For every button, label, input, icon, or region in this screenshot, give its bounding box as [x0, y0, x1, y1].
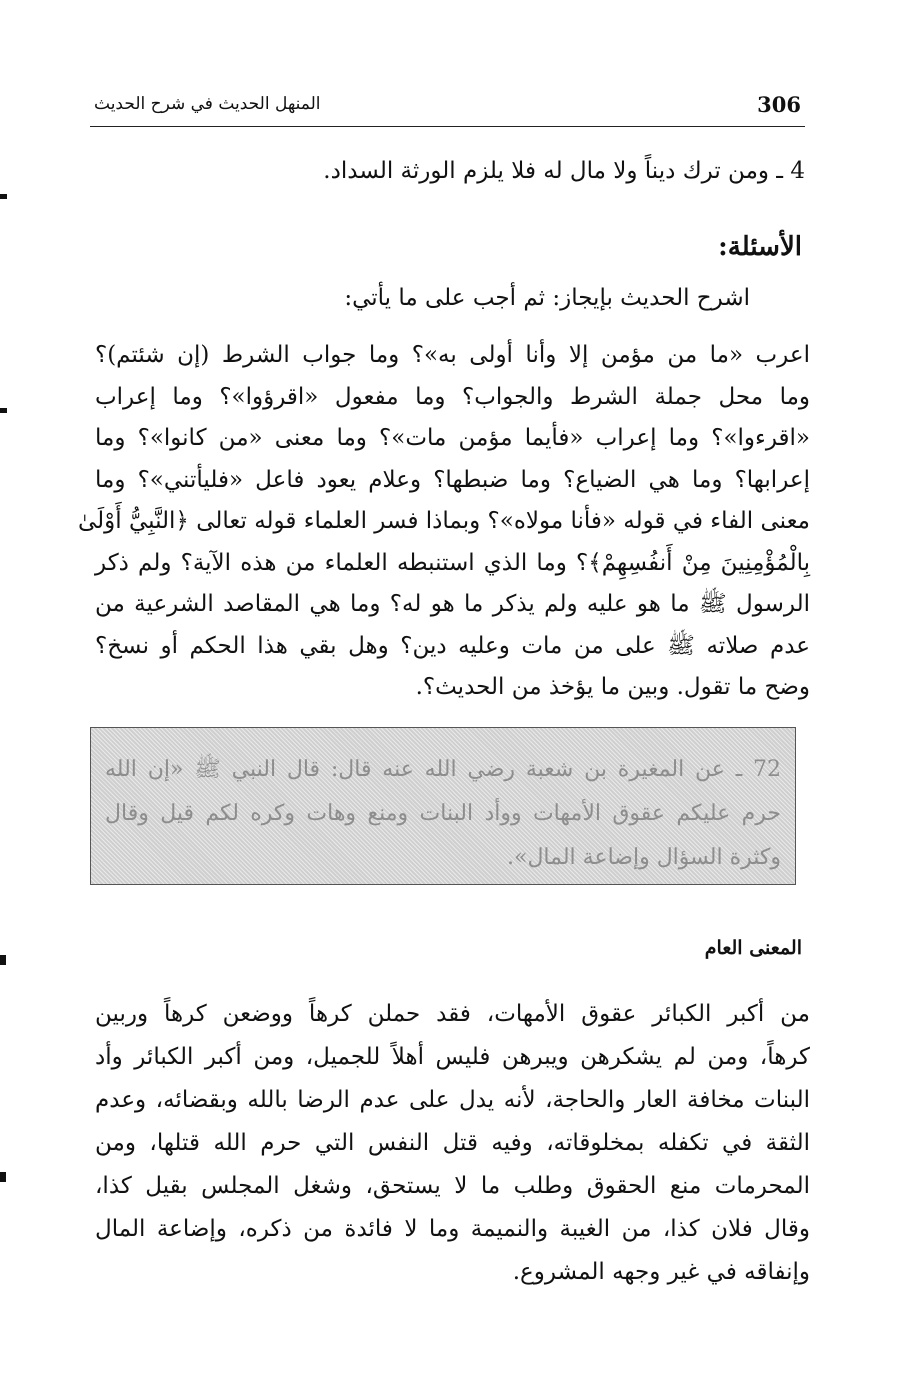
- questions-line: وما محل جملة الشرط والجواب؟ وما مفعول «اقرؤوا»؟ وما إعراب: [95, 383, 810, 410]
- scan-mark: [0, 194, 7, 199]
- general-meaning-heading: المعنى العام: [704, 937, 802, 959]
- point-4: [323, 158, 805, 184]
- questions-line: وضح ما تقول. وبين ما يؤخذ من الحديث؟.: [415, 674, 810, 700]
- hadith-line: حرم عليكم عقوق الأمهات ووأد البنات ومنع وهات وكره لكم قيل وقال: [105, 801, 781, 826]
- questions-line: معنى الفاء في قوله «فأنا مولاه»؟ وبماذا فسر العلماء قوله تعالى ﴿النَّبِيُّ أَوْلَىٰ: [77, 508, 810, 534]
- hadith-box: [90, 727, 796, 885]
- meaning-line: وإنفاقه في غير وجهه المشروع.: [512, 1259, 810, 1285]
- scan-mark: [0, 408, 7, 413]
- meaning-line: وقال فلان كذا، من الغيبة والنميمة وما لا فائدة من ذكره، وإضاعة المال: [95, 1216, 810, 1242]
- scan-mark: [0, 955, 6, 965]
- hadith-line: وكثرة السؤال وإضاعة المال».: [506, 845, 781, 870]
- running-title: المنهل الحديث في شرح الحديث: [94, 94, 321, 114]
- meaning-line: المحرمات منع الحقوق وطلب ما لا يستحق، وشغل المجلس بقيل كذا،: [95, 1173, 810, 1199]
- scan-mark: [0, 1172, 6, 1182]
- questions-paragraph: [77, 335, 810, 709]
- running-header: [90, 92, 805, 127]
- questions-line: بِالْمُؤْمِنِينَ مِنْ أَنفُسِهِمْ﴾؟ وما الذي استنبطه العلماء من هذه الآية؟ ولم ذكر: [95, 549, 810, 576]
- questions-intro: [344, 285, 750, 311]
- questions-intro-text: اشرح الحديث بإيجاز: ثم أجب على ما يأتي:: [344, 285, 750, 311]
- hadith-line: 72 ـ عن المغيرة بن شعبة رضي الله عنه قال: قال النبي ﷺ «إن الله: [105, 757, 781, 782]
- questions-line: اعرب «ما من مؤمن إلا وأنا أولى به»؟ وما جواب الشرط (إن شئتم)؟: [95, 342, 810, 368]
- meaning-line: من أكبر الكبائر عقوق الأمهات، فقد حملن كرهاً ووضعن كرهاً وربين: [95, 1001, 810, 1027]
- point-4-text: 4 ـ ومن ترك ديناً ولا مال له فلا يلزم الورثة السداد.: [323, 158, 805, 184]
- meaning-line: البنات مخافة العار والحاجة، لأنه يدل على عدم الرضا بالله وبقضائه، وعدم: [95, 1087, 810, 1113]
- questions-heading: الأسئلة:: [718, 232, 802, 262]
- hadith-text: [105, 748, 781, 880]
- page-number: 306: [757, 92, 801, 117]
- questions-line: عدم صلاته ﷺ على من مات وعليه دين؟ وهل بقي هذا الحكم أو نسخ؟: [95, 632, 810, 659]
- questions-line: «اقرءوا»؟ وما إعراب «فأيما مؤمن مات»؟ وما معنى «من كانوا»؟ وما: [95, 425, 810, 451]
- questions-line: الرسول ﷺ ما هو عليه ولم يذكر ما هو له؟ وما هي المقاصد الشرعية من: [95, 591, 810, 617]
- questions-line: إعرابها؟ وما هي الضياع؟ وما ضبطها؟ وعلام يعود فاعل «فليأتني»؟ وما: [95, 466, 810, 493]
- meaning-line: كرهاً، ومن لم يشكرهن ويبرهن فليس أهلاً للجميل، ومن أكبر الكبائر وأد: [95, 1044, 810, 1070]
- meaning-line: الثقة في تكفله بمخلوقاته، وفيه قتل النفس التي حرم الله قتلها، ومن: [95, 1130, 810, 1156]
- general-meaning-paragraph: [95, 993, 810, 1294]
